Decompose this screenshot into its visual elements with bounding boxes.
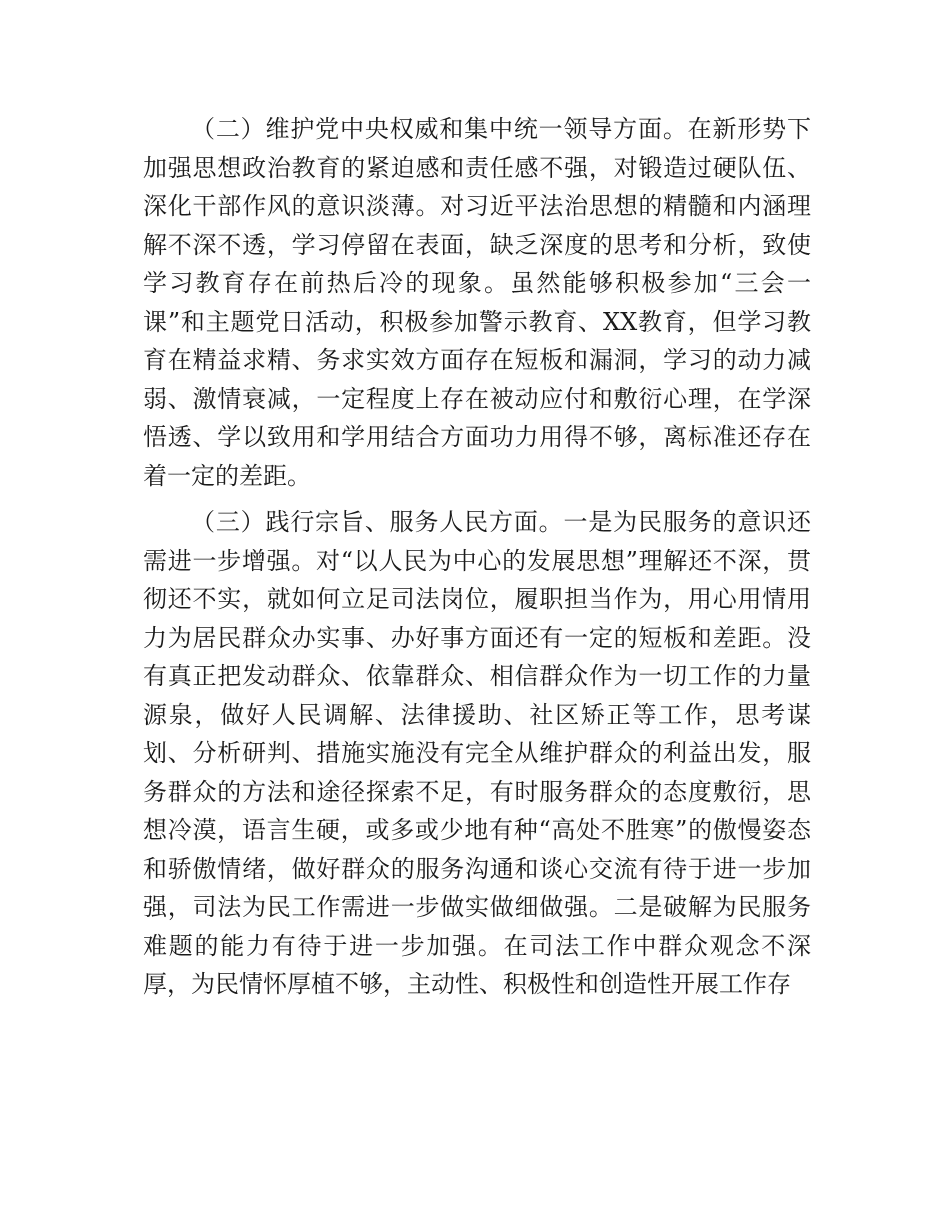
paragraph-section-three: （三）践行宗旨、服务人民方面。一是为民服务的意识还需进一步增强。对“以人民为中心的发展思想”理解还不深，贯彻还不实，就如何立足司法岗位，履职担当作为，用心用情用力为居民群众办实事、办好事方面还有一定的短板和差距。没有真正把发动群众、依靠群众、相信群众作为一切工作的力量源泉，做好人民调解、法律援助、社区矫正等工作，思考谋划、分析研判、措施实施没有完全从维护群众的利益出发，服务群众的方法和途径探索不足，有时服务群众的态度敷衍，思想冷漠，语言生硬，或多或少地有种“高处不胜寒”的傲慢姿态和骄傲情绪，做好群众的服务沟通和谈心交流有待于进一步加强，司法为民工作需进一步做实做细做强。二是破解为民服务难题的能力有待于进一步加强。在司法工作中群众观念不深厚，为民情怀厚植不够，主动性、积极性和创造性开展工作存	[143, 508, 811, 998]
document-page	[143, 110, 811, 1004]
paragraph-section-two: （二）维护党中央权威和集中统一领导方面。在新形势下加强思想政治教育的紧迫感和责任感不强，对锻造过硬队伍、深化干部作风的意识淡薄。对习近平法治思想的精髓和内涵理解不深不透，学习停留在表面，缺乏深度的思考和分析，致使学习教育存在前热后冷的现象。虽然能够积极参加“三会一课”和主题党日活动，积极参加警示教育、XX教育，但学习教育在精益求精、务求实效方面存在短板和漏洞，学习的动力减弱、激情衰减，一定程度上存在被动应付和敷衍心理，在学深悟透、学以致用和学用结合方面功力用得不够，离标准还存在着一定的差距。	[143, 115, 811, 490]
